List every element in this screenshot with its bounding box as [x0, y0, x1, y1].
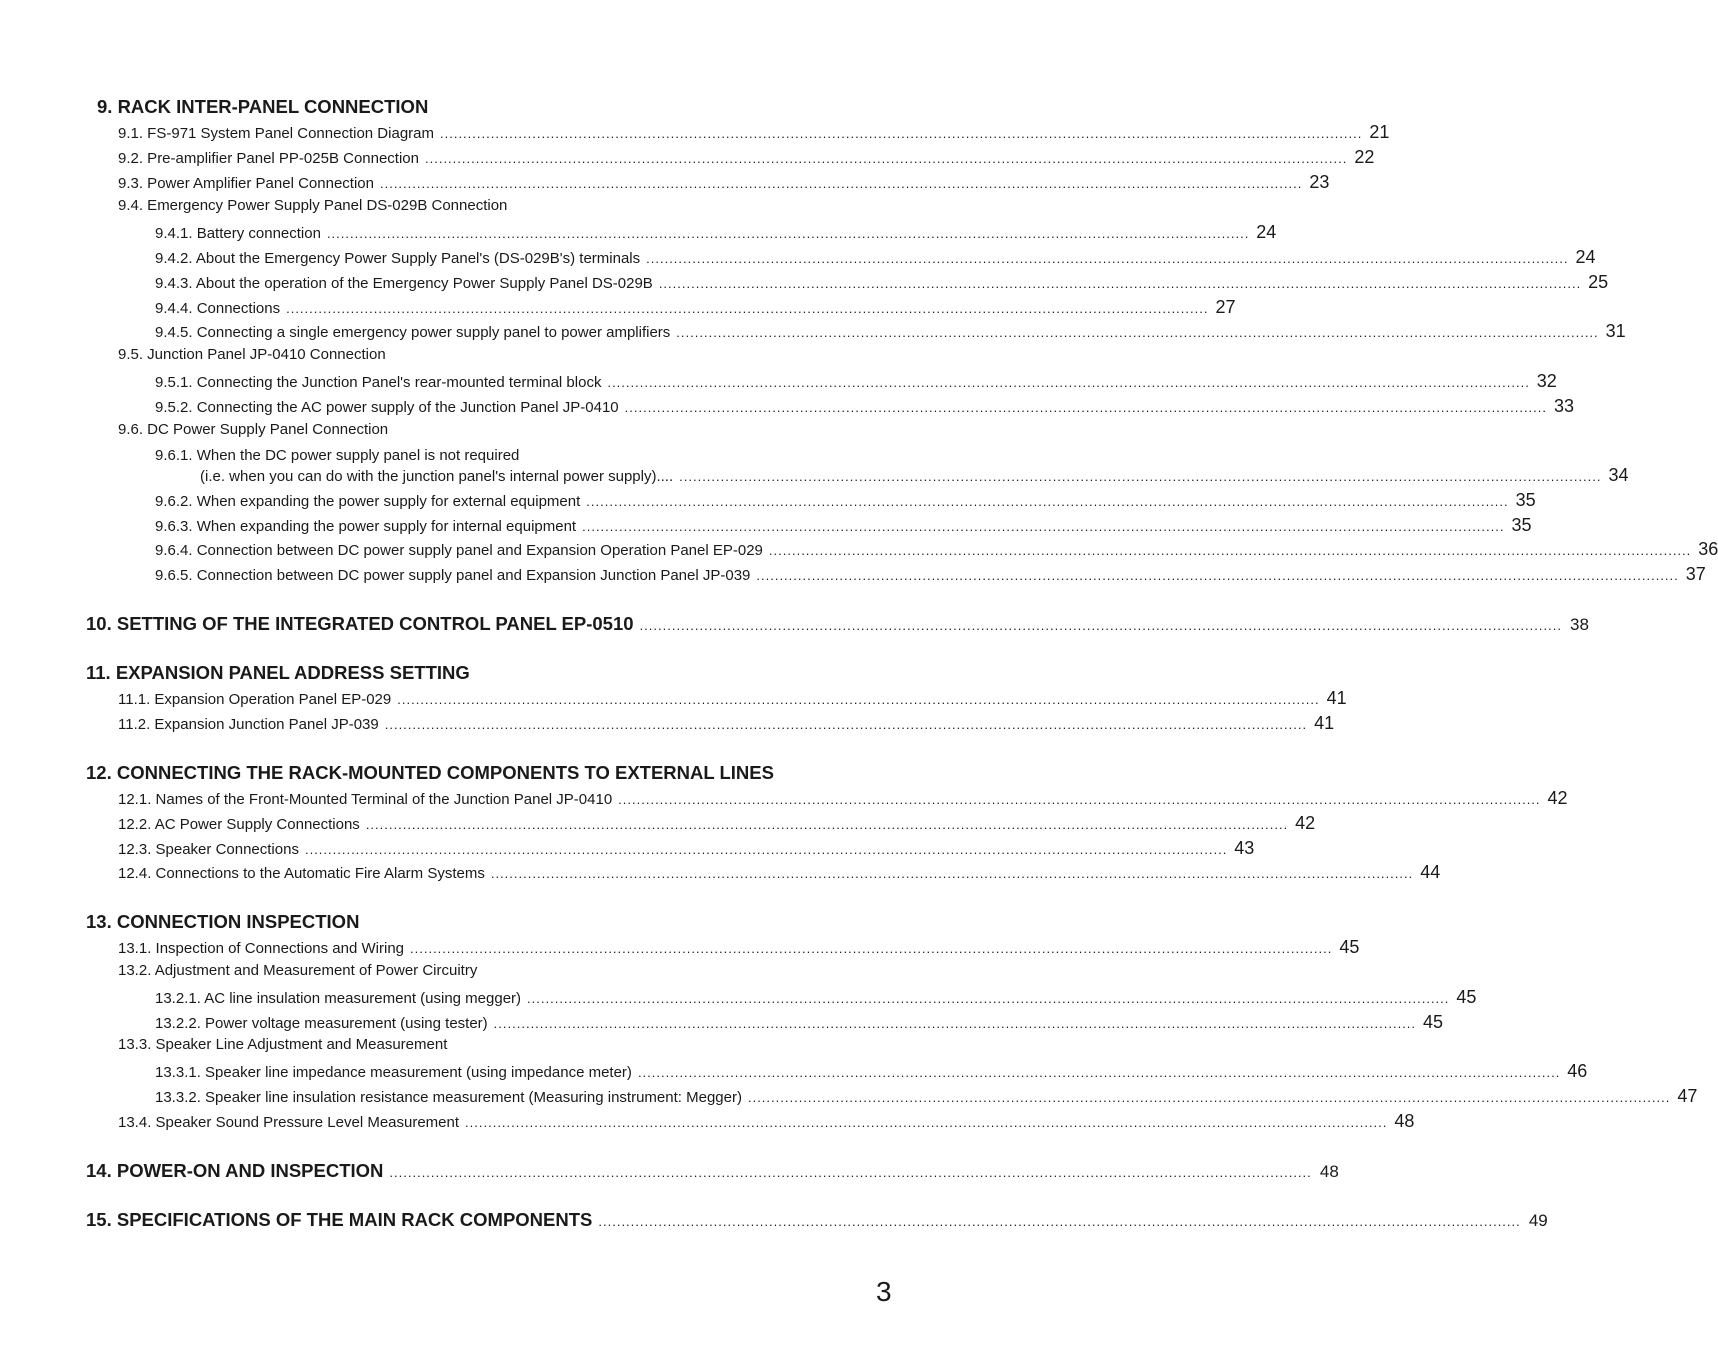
toc-entry[interactable]: [155, 447, 859, 464]
dot-leader: ........................................................................................................................................................................................................: [379, 176, 1303, 191]
dot-leader: ........................................................................................................................................................................................................: [286, 301, 1209, 316]
toc-entry-title: 13.3. Speaker Line Adjustment and Measurement: [118, 1036, 448, 1053]
toc-entry[interactable]: [155, 247, 1596, 268]
toc-page-number: 35: [1515, 490, 1536, 510]
dot-leader: ........................................................................................................................................................................................................: [425, 151, 1348, 166]
toc-page-number: 49: [1528, 1211, 1548, 1230]
toc-entry[interactable]: [118, 1036, 859, 1053]
dot-leader: ........................................................................................................................................................................................................: [493, 1016, 1417, 1031]
toc-entry[interactable]: [155, 515, 1532, 536]
toc-entry-title: 9.4.4. Connections: [155, 300, 281, 317]
toc-entry[interactable]: [155, 371, 1557, 392]
toc-entry-title: 9.4.1. Battery connection: [155, 225, 321, 242]
dot-leader: ........................................................................................................................................................................................................: [440, 126, 1363, 141]
dot-leader: ........................................................................................................................................................................................................: [365, 817, 1289, 832]
dot-leader: ........................................................................................................................................................................................................: [582, 519, 1505, 534]
toc-entry-title: 9.6.3. When expanding the power supply for internal equipment: [155, 518, 577, 535]
toc-page-number: 24: [1575, 247, 1596, 267]
toc-entry-title: 12.4. Connections to the Automatic Fire Alarm Systems: [118, 865, 485, 882]
toc-section-heading[interactable]: [86, 762, 859, 784]
toc-page-number: 36: [1698, 539, 1718, 559]
toc-entry[interactable]: [118, 421, 859, 438]
dot-leader: ........................................................................................................................................................................................................: [598, 1214, 1521, 1229]
toc-page-number: 31: [1605, 321, 1626, 341]
toc-section-heading[interactable]: [86, 911, 859, 933]
toc-page-number: 38: [1570, 615, 1589, 634]
toc-entry[interactable]: [155, 490, 1536, 511]
toc-entry-title: 13. CONNECTION INSPECTION: [86, 911, 360, 932]
toc-entry-title: 13.4. Speaker Sound Pressure Level Measurement: [118, 1114, 460, 1131]
toc-entry[interactable]: [118, 346, 859, 363]
toc-page-number: 41: [1314, 713, 1335, 733]
toc-entry-title: 13.2. Adjustment and Measurement of Power Circuitry: [118, 962, 478, 979]
toc-entry[interactable]: [155, 297, 1236, 318]
toc-entry-title: 11.1. Expansion Operation Panel EP-029: [118, 691, 392, 708]
dot-leader: ........................................................................................................................................................................................................: [639, 618, 1562, 633]
toc-entry-title: 13.2.1. AC line insulation measurement (using megger): [155, 990, 522, 1007]
toc-section-heading[interactable]: [86, 662, 859, 684]
toc-entry-title: 9.4. Emergency Power Supply Panel DS-029B Connection: [118, 197, 508, 214]
toc-entry-title: 9.5. Junction Panel JP-0410 Connection: [118, 346, 386, 363]
toc-page-number: 44: [1420, 862, 1441, 882]
toc-entry-title: 9.5.2. Connecting the AC power supply of the Junction Panel JP-0410: [155, 399, 619, 416]
toc-entry[interactable]: [118, 862, 1441, 883]
toc-entry-title: 9.1. FS-971 System Panel Connection Diagram: [118, 125, 434, 142]
toc-page-number: 46: [1567, 1061, 1588, 1081]
toc-entry[interactable]: [155, 222, 1277, 243]
toc-entry[interactable]: [155, 987, 1477, 1008]
toc-section-heading[interactable]: [86, 1160, 1339, 1182]
dot-leader: ........................................................................................................................................................................................................: [410, 941, 1333, 956]
toc-page-number: 23: [1309, 172, 1330, 192]
toc-entry-title: 9.4.3. About the operation of the Emergency Power Supply Panel DS-029B: [155, 275, 653, 292]
toc-entry[interactable]: [155, 1086, 1698, 1107]
toc-entry[interactable]: [118, 962, 859, 979]
dot-leader: ........................................................................................................................................................................................................: [389, 1165, 1312, 1180]
toc-page-number: 35: [1511, 515, 1532, 535]
toc-entry-title: 13.3.2. Speaker line insulation resistance measurement (Measuring instrument: Megger): [155, 1089, 742, 1106]
toc-entry[interactable]: [118, 122, 1390, 143]
dot-leader: ........................................................................................................................................................................................................: [586, 494, 1509, 509]
toc-entry[interactable]: [118, 788, 1568, 809]
toc-page-number: 43: [1234, 838, 1255, 858]
dot-leader: ........................................................................................................................................................................................................: [637, 1065, 1561, 1080]
toc-entry-title: 13.3.1. Speaker line impedance measurement (using impedance meter): [155, 1064, 632, 1081]
toc-section-heading[interactable]: [86, 613, 1589, 635]
toc-entry[interactable]: [118, 813, 1316, 834]
toc-entry-title: (i.e. when you can do with the junction panel's internal power supply)....: [200, 468, 674, 485]
toc-entry-title: 11.2. Expansion Junction Panel JP-039: [118, 716, 379, 733]
toc-entry[interactable]: [155, 564, 1706, 585]
toc-entry-title: 9.5.1. Connecting the Junction Panel's rear-mounted terminal block: [155, 374, 602, 391]
toc-page-number: 34: [1608, 465, 1629, 485]
toc-entry[interactable]: [200, 465, 1629, 486]
toc-page-number: 45: [1423, 1012, 1444, 1032]
toc-entry-title: 9.6.2. When expanding the power supply for external equipment: [155, 493, 581, 510]
toc-entry[interactable]: [118, 688, 1347, 709]
toc-section-heading[interactable]: [86, 1209, 1548, 1231]
toc-entry[interactable]: [118, 147, 1375, 168]
dot-leader: ........................................................................................................................................................................................................: [607, 375, 1530, 390]
dot-leader: ........................................................................................................................................................................................................: [658, 276, 1582, 291]
toc-section-heading[interactable]: [97, 96, 859, 118]
dot-leader: ........................................................................................................................................................................................................: [618, 792, 1541, 807]
toc-page-number: 25: [1588, 272, 1609, 292]
toc-entry[interactable]: [155, 321, 1626, 342]
toc-entry-title: 12. CONNECTING THE RACK-MOUNTED COMPONENTS TO EXTERNAL LINES: [86, 762, 774, 783]
toc-page-number: 45: [1456, 987, 1477, 1007]
toc-entry-title: 9. RACK INTER-PANEL CONNECTION: [97, 96, 429, 117]
toc-page-number: 41: [1326, 688, 1347, 708]
toc-entry-title: 11. EXPANSION PANEL ADDRESS SETTING: [86, 662, 470, 683]
toc-entry-title: 9.6.5. Connection between DC power supply panel and Expansion Junction Panel JP-039: [155, 567, 751, 584]
toc-entry[interactable]: [118, 713, 1335, 734]
toc-page-number: 42: [1547, 788, 1568, 808]
toc-entry-title: 12.1. Names of the Front-Mounted Terminal of the Junction Panel JP-0410: [118, 791, 613, 808]
toc-entry[interactable]: [155, 396, 1575, 417]
dot-leader: ........................................................................................................................................................................................................: [756, 568, 1679, 583]
toc-entry-title: 12.3. Speaker Connections: [118, 841, 299, 858]
toc-entry-title: 10. SETTING OF THE INTEGRATED CONTROL PANEL EP-0510: [86, 613, 634, 634]
toc-entry-title: 13.2.2. Power voltage measurement (using tester): [155, 1015, 488, 1032]
toc-entry-title: 9.6. DC Power Supply Panel Connection: [118, 421, 389, 438]
dot-leader: ........................................................................................................................................................................................................: [384, 717, 1308, 732]
dot-leader: ........................................................................................................................................................................................................: [397, 692, 1320, 707]
toc-entry[interactable]: [155, 1061, 1588, 1082]
toc-entry[interactable]: [155, 539, 1718, 560]
dot-leader: ........................................................................................................................................................................................................: [646, 251, 1569, 266]
toc-entry-title: 9.4.2. About the Emergency Power Supply Panel's (DS-029B's) terminals: [155, 250, 641, 267]
toc-page-number: 42: [1295, 813, 1316, 833]
toc-entry[interactable]: [118, 197, 859, 214]
dot-leader: ........................................................................................................................................................................................................: [527, 991, 1450, 1006]
dot-leader: ........................................................................................................................................................................................................: [490, 866, 1414, 881]
dot-leader: ........................................................................................................................................................................................................: [747, 1090, 1671, 1105]
toc-page-number: 27: [1215, 297, 1236, 317]
toc-entry-title: 15. SPECIFICATIONS OF THE MAIN RACK COMPONENTS: [86, 1209, 593, 1230]
toc-entry-title: 14. POWER-ON AND INSPECTION: [86, 1160, 384, 1181]
page-number: 3: [876, 1276, 892, 1307]
toc-entry-title: 9.6.1. When the DC power supply panel is not required: [155, 447, 520, 464]
toc-entry-title: 13.1. Inspection of Connections and Wiring: [118, 940, 405, 957]
toc-entry[interactable]: [118, 172, 1330, 193]
toc-entry[interactable]: [118, 1111, 1415, 1132]
toc-page-number: 48: [1394, 1111, 1415, 1131]
toc-page-number: 45: [1339, 937, 1360, 957]
toc-page-number: 32: [1536, 371, 1557, 391]
toc-entry[interactable]: [118, 838, 1255, 859]
toc-entry[interactable]: [155, 1012, 1444, 1033]
toc-entry-title: 9.2. Pre-amplifier Panel PP-025B Connection: [118, 150, 419, 167]
dot-leader: ........................................................................................................................................................................................................: [676, 325, 1599, 340]
toc-entry-title: 9.4.5. Connecting a single emergency power supply panel to power amplifiers: [155, 324, 671, 341]
toc-page-number: 37: [1685, 564, 1706, 584]
toc-entry[interactable]: [118, 937, 1360, 958]
toc-entry-title: 12.2. AC Power Supply Connections: [118, 816, 360, 833]
toc-entry[interactable]: [155, 272, 1609, 293]
dot-leader: ........................................................................................................................................................................................................: [326, 226, 1250, 241]
toc-page-number: 24: [1256, 222, 1277, 242]
dot-leader: ........................................................................................................................................................................................................: [768, 543, 1692, 558]
toc-entry-title: 9.3. Power Amplifier Panel Connection: [118, 175, 374, 192]
toc-page-number: 47: [1677, 1086, 1698, 1106]
dot-leader: ........................................................................................................................................................................................................: [304, 842, 1228, 857]
toc-page-number: 21: [1369, 122, 1390, 142]
dot-leader: ........................................................................................................................................................................................................: [624, 400, 1548, 415]
toc-page-number: 33: [1553, 396, 1575, 416]
toc-page-number: 48: [1319, 1162, 1339, 1181]
dot-leader: ........................................................................................................................................................................................................: [679, 469, 1602, 484]
toc-entry-title: 9.6.4. Connection between DC power supply panel and Expansion Operation Panel EP-029: [155, 542, 763, 559]
dot-leader: ........................................................................................................................................................................................................: [465, 1115, 1388, 1130]
toc-page-number: 22: [1354, 147, 1375, 167]
